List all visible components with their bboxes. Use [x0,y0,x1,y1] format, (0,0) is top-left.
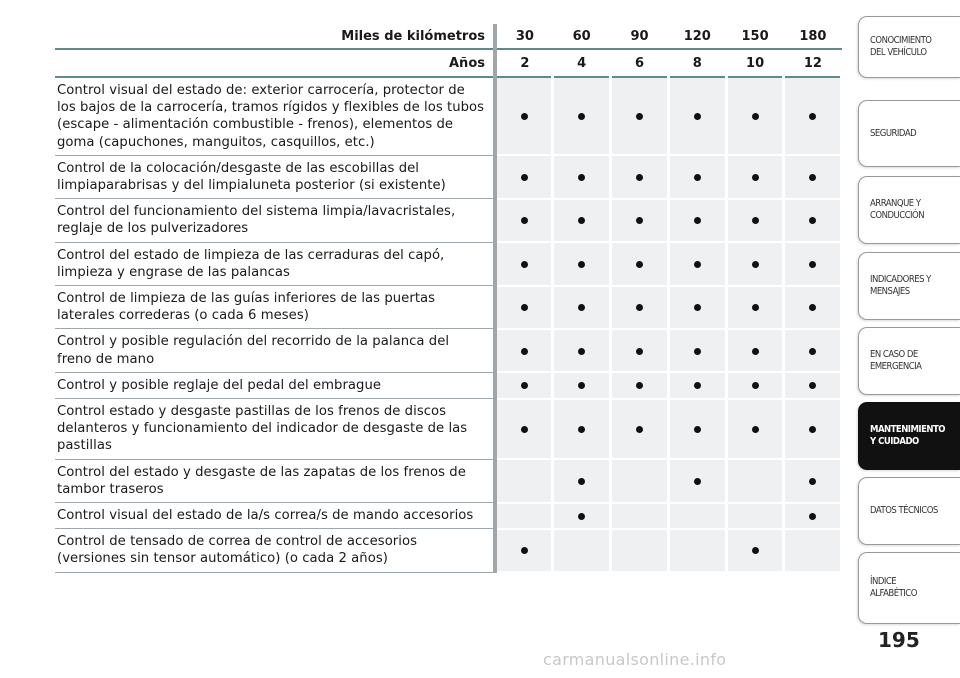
interval-cell [553,155,611,198]
km-header-cell: 90 [611,24,669,49]
check-dot-icon [636,426,643,433]
interval-cell [784,529,842,572]
chapter-tab[interactable] [858,252,960,320]
task-description: Control visual del estado de la/s correa/s de mando accesorios [55,503,495,529]
interval-cell [553,529,611,572]
check-dot-icon [694,261,701,268]
table-row [55,286,842,329]
years-header-cell: 8 [668,49,726,77]
check-dot-icon [752,261,759,268]
chapter-tab-label: CONOCIMIENTO DEL VEHÍCULO [870,35,932,58]
interval-cell [726,399,784,460]
interval-cell [726,529,784,572]
check-dot-icon [752,113,759,120]
chapter-tab[interactable] [858,477,960,545]
interval-cell [668,399,726,460]
interval-cell [726,242,784,285]
interval-cell [611,329,669,372]
table-row [55,242,842,285]
table-row [55,459,842,502]
table-row [55,399,842,460]
check-dot-icon [694,382,701,389]
check-dot-icon [809,513,816,520]
interval-cell [784,372,842,398]
interval-cell [495,529,553,572]
table-row [55,372,842,398]
km-header-cell: 150 [726,24,784,49]
task-description: Control estado y desgaste pastillas de los frenos de discos delanteros y funcionamiento del indicador de desgaste de las pastillas [55,399,495,460]
table-body [55,77,842,572]
interval-cell [726,459,784,502]
interval-cell [611,459,669,502]
check-dot-icon [694,113,701,120]
interval-cell [611,77,669,155]
interval-cell [553,329,611,372]
check-dot-icon [809,382,816,389]
km-header-cell: 60 [553,24,611,49]
check-dot-icon [578,217,585,224]
check-dot-icon [752,217,759,224]
interval-cell [668,459,726,502]
check-dot-icon [809,113,816,120]
interval-cell [668,199,726,242]
check-dot-icon [636,217,643,224]
years-header-cell: 4 [553,49,611,77]
interval-cell [611,199,669,242]
table-row [55,503,842,529]
check-dot-icon [694,478,701,485]
interval-cell [611,155,669,198]
table-row [55,77,842,155]
watermark: carmanualsonline.info [543,650,727,669]
chapter-tab-label: ÍNDICE ALFABÉTICO [870,576,917,599]
interval-cell [611,503,669,529]
check-dot-icon [636,348,643,355]
interval-cell [495,155,553,198]
check-dot-icon [636,113,643,120]
interval-cell [611,286,669,329]
table-row [55,529,842,572]
chapter-tab-label: SEGURIDAD [870,127,917,139]
interval-cell [726,503,784,529]
check-dot-icon [809,478,816,485]
check-dot-icon [752,304,759,311]
check-dot-icon [636,174,643,181]
km-header-cell: 120 [668,24,726,49]
check-dot-icon [578,382,585,389]
task-description: Control de la colocación/desgaste de las escobillas del limpiaparabrisas y del limpialuneta posterior (si existente) [55,155,495,198]
interval-cell [553,199,611,242]
interval-cell [495,503,553,529]
table-row [55,155,842,198]
interval-cell [726,199,784,242]
maintenance-table [55,24,843,573]
interval-cell [784,399,842,460]
chapter-tab-label: ARRANQUE Y CONDUCCIÓN [870,198,925,221]
interval-cell [668,242,726,285]
chapter-tab[interactable] [858,176,960,244]
check-dot-icon [521,382,528,389]
interval-cell [726,77,784,155]
chapter-tab-label: MANTENIMIENTO Y CUIDADO [870,424,945,447]
chapter-tab-label: DATOS TÉCNICOS [870,505,938,516]
interval-cell [553,77,611,155]
check-dot-icon [578,513,585,520]
interval-cell [726,372,784,398]
interval-cell [495,242,553,285]
chapter-tab-label: INDICADORES Y MENSAJES [870,274,931,297]
check-dot-icon [752,382,759,389]
task-description: Control y posible regulación del recorrido de la palanca del freno de mano [55,329,495,372]
check-dot-icon [578,261,585,268]
check-dot-icon [521,426,528,433]
interval-cell [611,242,669,285]
interval-cell [668,155,726,198]
interval-cell [784,503,842,529]
chapter-tab[interactable] [858,16,960,78]
interval-cell [668,503,726,529]
check-dot-icon [636,261,643,268]
years-header-cell: 6 [611,49,669,77]
chapter-tab[interactable] [858,100,960,167]
task-description: Control de tensado de correa de control de accesorios (versiones sin tensor automático) (o cada 2 años) [55,529,495,572]
check-dot-icon [521,348,528,355]
interval-cell [668,529,726,572]
check-dot-icon [636,382,643,389]
years-header-cell: 12 [784,49,842,77]
interval-cell [668,286,726,329]
check-dot-icon [809,304,816,311]
page-number: 195 [878,628,920,652]
check-dot-icon [521,217,528,224]
km-header-cell: 180 [784,24,842,49]
years-header-label: Años [55,49,495,77]
interval-cell [553,242,611,285]
chapter-tab[interactable] [858,552,960,624]
interval-cell [784,242,842,285]
chapter-tab-label: EN CASO DE EMERGENCIA [870,349,922,372]
task-description: Control del funcionamiento del sistema limpia/lavacristales, reglaje de los pulverizadores [55,199,495,242]
chapter-tab[interactable] [858,402,960,470]
check-dot-icon [578,426,585,433]
check-dot-icon [809,174,816,181]
check-dot-icon [752,174,759,181]
interval-cell [495,286,553,329]
check-dot-icon [809,348,816,355]
interval-cell [784,155,842,198]
interval-cell [495,329,553,372]
header-km-row [55,24,842,49]
interval-cell [611,529,669,572]
header-years-row [55,49,842,77]
check-dot-icon [578,174,585,181]
check-dot-icon [694,217,701,224]
check-dot-icon [578,304,585,311]
check-dot-icon [694,304,701,311]
interval-cell [726,155,784,198]
interval-cell [611,372,669,398]
interval-cell [553,286,611,329]
table-row [55,199,842,242]
interval-cell [668,329,726,372]
interval-cell [611,399,669,460]
interval-cell [495,372,553,398]
check-dot-icon [521,113,528,120]
check-dot-icon [694,426,701,433]
interval-cell [784,459,842,502]
interval-cell [553,503,611,529]
check-dot-icon [521,261,528,268]
check-dot-icon [521,174,528,181]
check-dot-icon [809,426,816,433]
check-dot-icon [809,261,816,268]
task-description: Control de limpieza de las guías inferiores de las puertas laterales correderas (o cada 6 meses) [55,286,495,329]
interval-cell [553,459,611,502]
maintenance-schedule [55,24,842,573]
check-dot-icon [752,426,759,433]
interval-cell [784,286,842,329]
check-dot-icon [694,174,701,181]
table-row [55,329,842,372]
interval-cell [495,199,553,242]
chapter-tab[interactable] [858,327,960,395]
interval-cell [553,372,611,398]
years-header-cell: 2 [495,49,553,77]
interval-cell [726,329,784,372]
interval-cell [553,399,611,460]
interval-cell [726,286,784,329]
check-dot-icon [752,348,759,355]
task-description: Control y posible reglaje del pedal del embrague [55,372,495,398]
interval-cell [784,199,842,242]
interval-cell [784,77,842,155]
task-description: Control del estado y desgaste de las zapatas de los frenos de tambor traseros [55,459,495,502]
check-dot-icon [694,348,701,355]
check-dot-icon [578,348,585,355]
check-dot-icon [578,478,585,485]
km-header-cell: 30 [495,24,553,49]
check-dot-icon [752,547,759,554]
check-dot-icon [809,217,816,224]
check-dot-icon [521,547,528,554]
interval-cell [495,399,553,460]
interval-cell [668,372,726,398]
km-header-label: Miles de kilómetros [55,24,495,49]
interval-cell [495,459,553,502]
check-dot-icon [578,113,585,120]
interval-cell [668,77,726,155]
years-header-cell: 10 [726,49,784,77]
task-description: Control visual del estado de: exterior carrocería, protector de los bajos de la carrocería, tramos rígidos y flexibles de los tubos (escape - alimentación combustible - frenos), elementos de goma (capuchones, manguitos, casquillos, etc.) [55,77,495,155]
interval-cell [784,329,842,372]
check-dot-icon [521,304,528,311]
interval-cell [495,77,553,155]
task-description: Control del estado de limpieza de las cerraduras del capó, limpieza y engrase de las palancas [55,242,495,285]
check-dot-icon [636,304,643,311]
